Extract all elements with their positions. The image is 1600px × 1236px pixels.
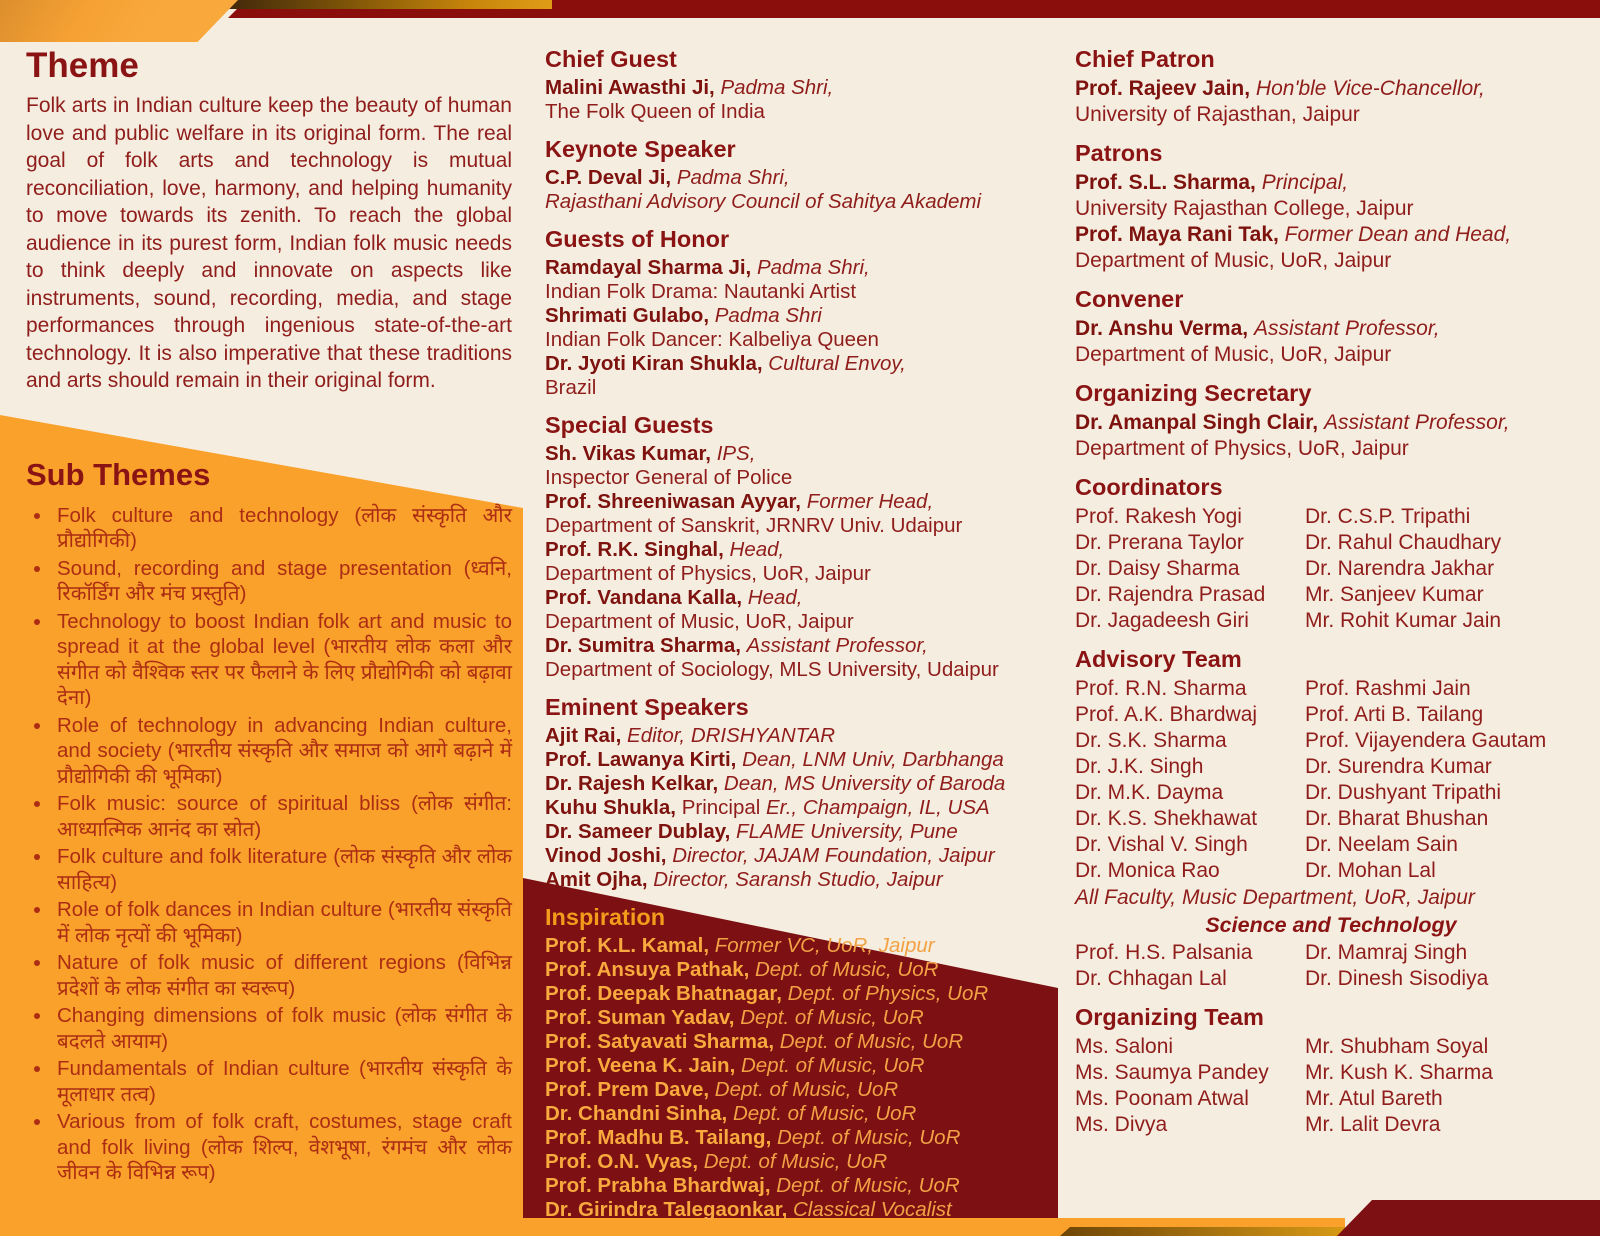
text-line	[545, 1006, 1050, 1030]
name-cell: Mr. Sanjeev Kumar	[1305, 583, 1484, 606]
section-heading: Chief Patron	[1075, 46, 1215, 72]
text-line	[545, 1078, 1050, 1102]
person-role: Head,	[729, 538, 785, 561]
person-role: Dept. of Music, UoR	[779, 1030, 964, 1053]
person-role: Dept. of Music, UoR	[755, 958, 939, 981]
name-cell: Mr. Lalit Devra	[1305, 1113, 1441, 1136]
person-name: Prof. Vandana Kalla,	[545, 586, 748, 609]
person-role: Editor, DRISHYANTAR	[627, 724, 836, 747]
person-role: Padma Shri	[714, 304, 822, 327]
person-role: Padma Shri,	[676, 166, 790, 189]
name-cell: Dr. Neelam Sain	[1305, 833, 1458, 856]
subtheme-item: • Technology to boost Indian folk art and music to spread it at the global level (भारतीय लोक कला और संगीत को वैश्विक स्तर पर फैलाने के लिए प्रौद्योगिकी को बढ़ावा देना)	[53, 609, 512, 711]
person-role: Padma Shri,	[756, 256, 870, 279]
person-name: Ramdayal Sharma Ji,	[545, 256, 757, 279]
name-cell: Dr. Monica Rao	[1075, 859, 1220, 882]
right-column	[1075, 46, 1587, 1138]
name-cell: Dr. Vishal V. Singh	[1075, 833, 1248, 856]
section-heading: Coordinators	[1075, 474, 1223, 500]
text-line	[545, 376, 1050, 400]
text-line	[545, 76, 1050, 100]
name-cell: Dr. J.K. Singh	[1075, 755, 1204, 778]
name-cell: Dr. Mamraj Singh	[1305, 941, 1468, 964]
person-role: Assistant Professor,	[1253, 317, 1440, 340]
subtheme-item: • Various from of folk craft, costumes, stage craft and folk living (लोक शिल्प, वेशभूषा, रंगमंच और लोक जीवन के विभिन्न रूप)	[53, 1109, 512, 1186]
section-heading: Advisory Team	[1075, 646, 1242, 672]
plain-text: Department of Music, UoR, Jaipur	[1075, 249, 1392, 272]
name-cell: Dr. Dushyant Tripathi	[1305, 781, 1502, 804]
person-name: Prof. Lawanya Kirti,	[545, 748, 743, 771]
person-name: Prof. S.L. Sharma,	[1075, 171, 1262, 194]
person-role: Former Head,	[806, 490, 934, 513]
section-convener	[1075, 286, 1587, 368]
person-name: Dr. Jyoti Kiran Shukla,	[545, 352, 769, 375]
name-cell: Dr. Bharat Bhushan	[1305, 807, 1489, 830]
name-cell: Dr. M.K. Dayma	[1075, 781, 1224, 804]
section-special-guests	[545, 412, 1050, 682]
plain-text: University of Rajasthan, Jaipur	[1075, 103, 1360, 126]
bottom-gold-strip	[1060, 1227, 1345, 1236]
names-grid	[1075, 504, 1587, 634]
name-cell: Prof. A.K. Bhardwaj	[1075, 703, 1258, 726]
person-role: IPS,	[716, 442, 756, 465]
section-keynote-speaker	[545, 136, 1050, 214]
section-eminent-speakers	[545, 694, 1050, 892]
section-organizing-secretary	[1075, 380, 1587, 462]
text-line	[545, 166, 1050, 190]
subtheme-item: • Sound, recording and stage presentation (ध्वनि, रिकॉर्डिंग और मंच प्रस्तुति)	[53, 556, 512, 607]
text-line	[545, 796, 1050, 820]
text-line	[545, 280, 1050, 304]
name-cell: Prof. Arti B. Tailang	[1305, 703, 1484, 726]
text-line	[545, 490, 1050, 514]
text-line	[545, 610, 1050, 634]
person-role: Dept. of Music, UoR	[732, 1102, 917, 1125]
person-role: Assistant Professor,	[746, 634, 928, 657]
person-name: Prof. Suman Yadav,	[545, 1006, 741, 1029]
text-line	[1075, 222, 1587, 248]
text-line	[1075, 102, 1587, 128]
text-line	[545, 562, 1050, 586]
text-line	[545, 538, 1050, 562]
person-name: Dr. Amanpal Singh Clair,	[1075, 411, 1324, 434]
names-grid	[1075, 676, 1587, 884]
section-heading: Special Guests	[545, 412, 714, 438]
text-line	[545, 1174, 1050, 1198]
person-role: Er., Champaign, IL, USA	[766, 796, 990, 819]
subtheme-item: • Fundamentals of Indian culture (भारतीय संस्कृति के मूलाधार तत्व)	[53, 1056, 512, 1107]
theme-paragraph: Folk arts in Indian culture keep the beauty of human love and public welfare in its original form. The real goal of folk arts and technology is mutual reconciliation, love, harmony, and helping humanity to move towards its zenith. To reach the global audience in its purest form, Indian folk music needs to think deeply and innovate on aspects like instruments, sound, recording, media, and stage performances through ingenious state-of-the-art technology. It is also imperative that these traditions and arts should remain in their original form.	[26, 94, 512, 392]
person-name: Prof. K.L. Kamal,	[545, 934, 715, 957]
text-line	[545, 868, 1050, 892]
text-line	[1075, 436, 1587, 462]
person-role: Dept. of Music, UoR	[740, 1054, 925, 1077]
names-grid	[1075, 940, 1587, 992]
person-role: Classical Vocalist	[792, 1198, 952, 1221]
section-heading: Inspiration	[545, 904, 666, 930]
footer-note: All Faculty, Music Department, UoR, Jaipur	[1075, 886, 1475, 909]
subtheme-item: • Role of technology in advancing Indian culture, and society (भारतीय संस्कृति और समाज को आगे बढ़ाने में प्रौद्योगिकी की भूमिका)	[53, 713, 512, 790]
person-role: Dept. of Music, UoR	[703, 1150, 888, 1173]
section-heading: Chief Guest	[545, 46, 677, 72]
text-line	[1075, 76, 1587, 102]
subthemes-list	[26, 503, 512, 1186]
person-name: Prof. Veena K. Jain,	[545, 1054, 741, 1077]
text-line	[545, 514, 1050, 538]
person-name: Prof. Satyavati Sharma,	[545, 1030, 780, 1053]
person-name: Dr. Chandni Sinha,	[545, 1102, 733, 1125]
person-role: Dept. of Music, UoR	[776, 1174, 960, 1197]
name-cell: Ms. Poonam Atwal	[1075, 1087, 1249, 1110]
subtheme-item: • Folk culture and folk literature (लोक संस्कृति और लोक साहित्य)	[53, 844, 512, 895]
text-line	[545, 256, 1050, 280]
section-heading: Convener	[1075, 286, 1184, 312]
person-role: Cultural Envoy,	[768, 352, 906, 375]
person-role: FLAME University, Pune	[736, 820, 958, 843]
text-line	[545, 724, 1050, 748]
plain-text: Indian Folk Drama: Nautanki Artist	[545, 280, 857, 303]
person-name: Prof. Ansuya Pathak,	[545, 958, 755, 981]
name-cell: Dr. Jagadeesh Giri	[1075, 609, 1249, 632]
person-role: Head,	[747, 586, 803, 609]
person-name: Shrimati Gulabo,	[545, 304, 715, 327]
section-heading: Organizing Team	[1075, 1004, 1264, 1030]
text-line	[545, 1030, 1050, 1054]
text-line	[545, 100, 1050, 124]
name-cell: Dr. Mohan Lal	[1305, 859, 1436, 882]
name-cell: Dr. Rahul Chaudhary	[1305, 531, 1502, 554]
name-cell: Ms. Saumya Pandey	[1075, 1061, 1269, 1084]
person-role: Principal,	[1261, 171, 1349, 194]
plain-text: Principal	[681, 796, 766, 819]
person-name: Sh. Vikas Kumar,	[545, 442, 717, 465]
text-line	[545, 586, 1050, 610]
plain-text: Department of Physics, UoR, Jaipur	[1075, 437, 1409, 460]
section-chief-guest	[545, 46, 1050, 124]
subtheme-item: • Folk music: source of spiritual bliss (लोक संगीत: आध्यात्मिक आनंद का स्रोत)	[53, 791, 512, 842]
text-line	[545, 1054, 1050, 1078]
name-cell: Dr. Daisy Sharma	[1075, 557, 1240, 580]
text-line	[545, 634, 1050, 658]
text-line	[545, 772, 1050, 796]
section-heading: Eminent Speakers	[545, 694, 749, 720]
section-patrons	[1075, 140, 1587, 274]
text-line	[545, 934, 1050, 958]
person-name: Dr. Rajesh Kelkar,	[545, 772, 724, 795]
subtheme-item: • Nature of folk music of different regions (विभिन्न प्रदेशों के लोक संगीत का स्वरूप)	[53, 950, 512, 1001]
text-line	[1075, 170, 1587, 196]
name-cell: Prof. Rakesh Yogi	[1075, 505, 1242, 528]
person-name: Kuhu Shukla,	[545, 796, 682, 819]
theme-heading: Theme	[26, 46, 139, 85]
text-line	[545, 820, 1050, 844]
person-role: Former Dean and Head,	[1284, 223, 1512, 246]
person-name: Prof. Deepak Bhatnagar,	[545, 982, 788, 1005]
plain-text: Indian Folk Dancer: Kalbeliya Queen	[545, 328, 879, 351]
person-role: Dean, LNM Univ, Darbhanga	[742, 748, 1004, 771]
section-guests-of-honor	[545, 226, 1050, 400]
text-line	[545, 844, 1050, 868]
text-line	[545, 1126, 1050, 1150]
person-name: Prof. Prem Dave,	[545, 1078, 715, 1101]
person-name: Dr. Sameer Dublay,	[545, 820, 737, 843]
person-name: Ajit Rai,	[545, 724, 628, 747]
text-line	[545, 1102, 1050, 1126]
top-left-orange-chevron	[0, 0, 238, 42]
person-role: Dept. of Music, UoR	[776, 1126, 961, 1149]
name-cell: Prof. Vijayendera Gautam	[1305, 729, 1547, 752]
person-role: Director, Saransh Studio, Jaipur	[653, 868, 943, 891]
text-line	[545, 748, 1050, 772]
name-cell: Mr. Rohit Kumar Jain	[1305, 609, 1502, 632]
plain-text: Department of Physics, UoR, Jaipur	[545, 562, 871, 585]
person-role: Former VC, UoR, Jaipur	[714, 934, 935, 957]
text-line	[545, 328, 1050, 352]
plain-text: Department of Music, UoR, Jaipur	[1075, 343, 1392, 366]
text-line	[545, 658, 1050, 682]
name-cell: Dr. Narendra Jakhar	[1305, 557, 1495, 580]
person-name: Dr. Girindra Talegaonkar,	[545, 1198, 793, 1221]
plain-text: University Rajasthan College, Jaipur	[1075, 197, 1414, 220]
section-heading: Keynote Speaker	[545, 136, 736, 162]
name-cell: Dr. Prerana Taylor	[1075, 531, 1244, 554]
names-grid	[1075, 1034, 1587, 1138]
name-cell: Dr. Dinesh Sisodiya	[1305, 967, 1489, 990]
text-line	[545, 982, 1050, 1006]
name-cell: Mr. Kush K. Sharma	[1305, 1061, 1493, 1084]
plain-text: Inspector General of Police	[545, 466, 793, 489]
section-heading: Patrons	[1075, 140, 1163, 166]
person-name: Prof. Madhu B. Tailang,	[545, 1126, 777, 1149]
person-name: Prof. O.N. Vyas,	[545, 1150, 704, 1173]
person-name: Malini Awasthi Ji,	[545, 76, 721, 99]
text-line	[1075, 410, 1587, 436]
person-role: Dept. of Music, UoR	[714, 1078, 899, 1101]
person-name: Prof. Maya Rani Tak,	[1075, 223, 1285, 246]
name-cell: Dr. C.S.P. Tripathi	[1305, 505, 1471, 528]
plain-text: Department of Sanskrit, JRNRV Univ. Udaipur	[545, 514, 963, 537]
section-heading: Guests of Honor	[545, 226, 730, 252]
person-name: C.P. Deval Ji,	[545, 166, 677, 189]
name-cell: Dr. S.K. Sharma	[1075, 729, 1227, 752]
name-cell: Ms. Divya	[1075, 1113, 1168, 1136]
middle-column	[545, 46, 1050, 1222]
person-name: Prof. Rajeev Jain,	[1075, 77, 1256, 100]
section-inspiration	[545, 904, 1050, 1222]
person-role: Assistant Professor,	[1323, 411, 1510, 434]
person-name: Dr. Anshu Verma,	[1075, 317, 1254, 340]
person-name: Amit Ojha,	[545, 868, 654, 891]
person-role: Dean, MS University of Baroda	[723, 772, 1006, 795]
text-line	[545, 352, 1050, 376]
plain-text: Department of Sociology, MLS University, Udaipur	[545, 658, 999, 681]
person-name: Vinod Joshi,	[545, 844, 673, 867]
name-cell: Prof. Rashmi Jain	[1305, 677, 1471, 700]
person-role: Padma Shri,	[720, 76, 834, 99]
subtheme-item: • Changing dimensions of folk music (लोक संगीत के बदलते आयाम)	[53, 1003, 512, 1054]
person-role: Hon'ble Vice-Chancellor,	[1255, 77, 1485, 100]
name-cell: Mr. Shubham Soyal	[1305, 1035, 1489, 1058]
text-line	[545, 442, 1050, 466]
sub-themes-heading: Sub Themes	[26, 456, 211, 492]
sub-section-heading: Science and Technology	[1205, 913, 1457, 937]
name-cell: Mr. Atul Bareth	[1305, 1087, 1443, 1110]
text-line	[545, 466, 1050, 490]
name-cell: Dr. Chhagan Lal	[1075, 967, 1227, 990]
section-coordinators	[1075, 474, 1587, 634]
top-gold-bar	[228, 0, 552, 9]
person-name: Dr. Sumitra Sharma,	[545, 634, 747, 657]
text-line	[1075, 248, 1587, 274]
person-name: Prof. R.K. Singhal,	[545, 538, 730, 561]
plain-text: Brazil	[545, 376, 597, 399]
text-line	[545, 190, 1050, 214]
text-line	[1075, 342, 1587, 368]
person-role: Dept. of Physics, UoR	[787, 982, 989, 1005]
text-line	[1075, 196, 1587, 222]
name-cell: Dr. Rajendra Prasad	[1075, 583, 1266, 606]
name-cell: Prof. R.N. Sharma	[1075, 677, 1247, 700]
left-column	[26, 46, 512, 1188]
person-name: Prof. Shreeniwasan Ayyar,	[545, 490, 807, 513]
plain-text: Department of Music, UoR, Jaipur	[545, 610, 854, 633]
name-cell: Ms. Saloni	[1075, 1035, 1174, 1058]
text-line	[545, 1198, 1050, 1222]
text-line	[545, 958, 1050, 982]
name-cell: Prof. H.S. Palsania	[1075, 941, 1253, 964]
person-role: Rajasthani Advisory Council of Sahitya Akademi	[545, 190, 982, 213]
name-cell: Dr. K.S. Shekhawat	[1075, 807, 1258, 830]
section-advisory-team	[1075, 646, 1587, 992]
person-role: Director, JAJAM Foundation, Jaipur	[672, 844, 995, 867]
name-cell: Dr. Surendra Kumar	[1305, 755, 1492, 778]
section-organizing-team	[1075, 1004, 1587, 1138]
text-line	[545, 304, 1050, 328]
subtheme-item: • Folk culture and technology (लोक संस्कृति और प्रौद्योगिकी)	[53, 503, 512, 554]
subtheme-item: • Role of folk dances in Indian culture (भारतीय संस्कृति में लोक नृत्यों की भूमिका)	[53, 897, 512, 948]
person-role: Dept. of Music, UoR	[740, 1006, 924, 1029]
text-line	[545, 1150, 1050, 1174]
section-heading: Organizing Secretary	[1075, 380, 1312, 406]
plain-text: The Folk Queen of India	[545, 100, 765, 123]
bottom-right-maroon-wedge	[1337, 1200, 1600, 1236]
text-line	[1075, 316, 1587, 342]
person-name: Prof. Prabha Bhardwaj,	[545, 1174, 777, 1197]
section-chief-patron	[1075, 46, 1587, 128]
